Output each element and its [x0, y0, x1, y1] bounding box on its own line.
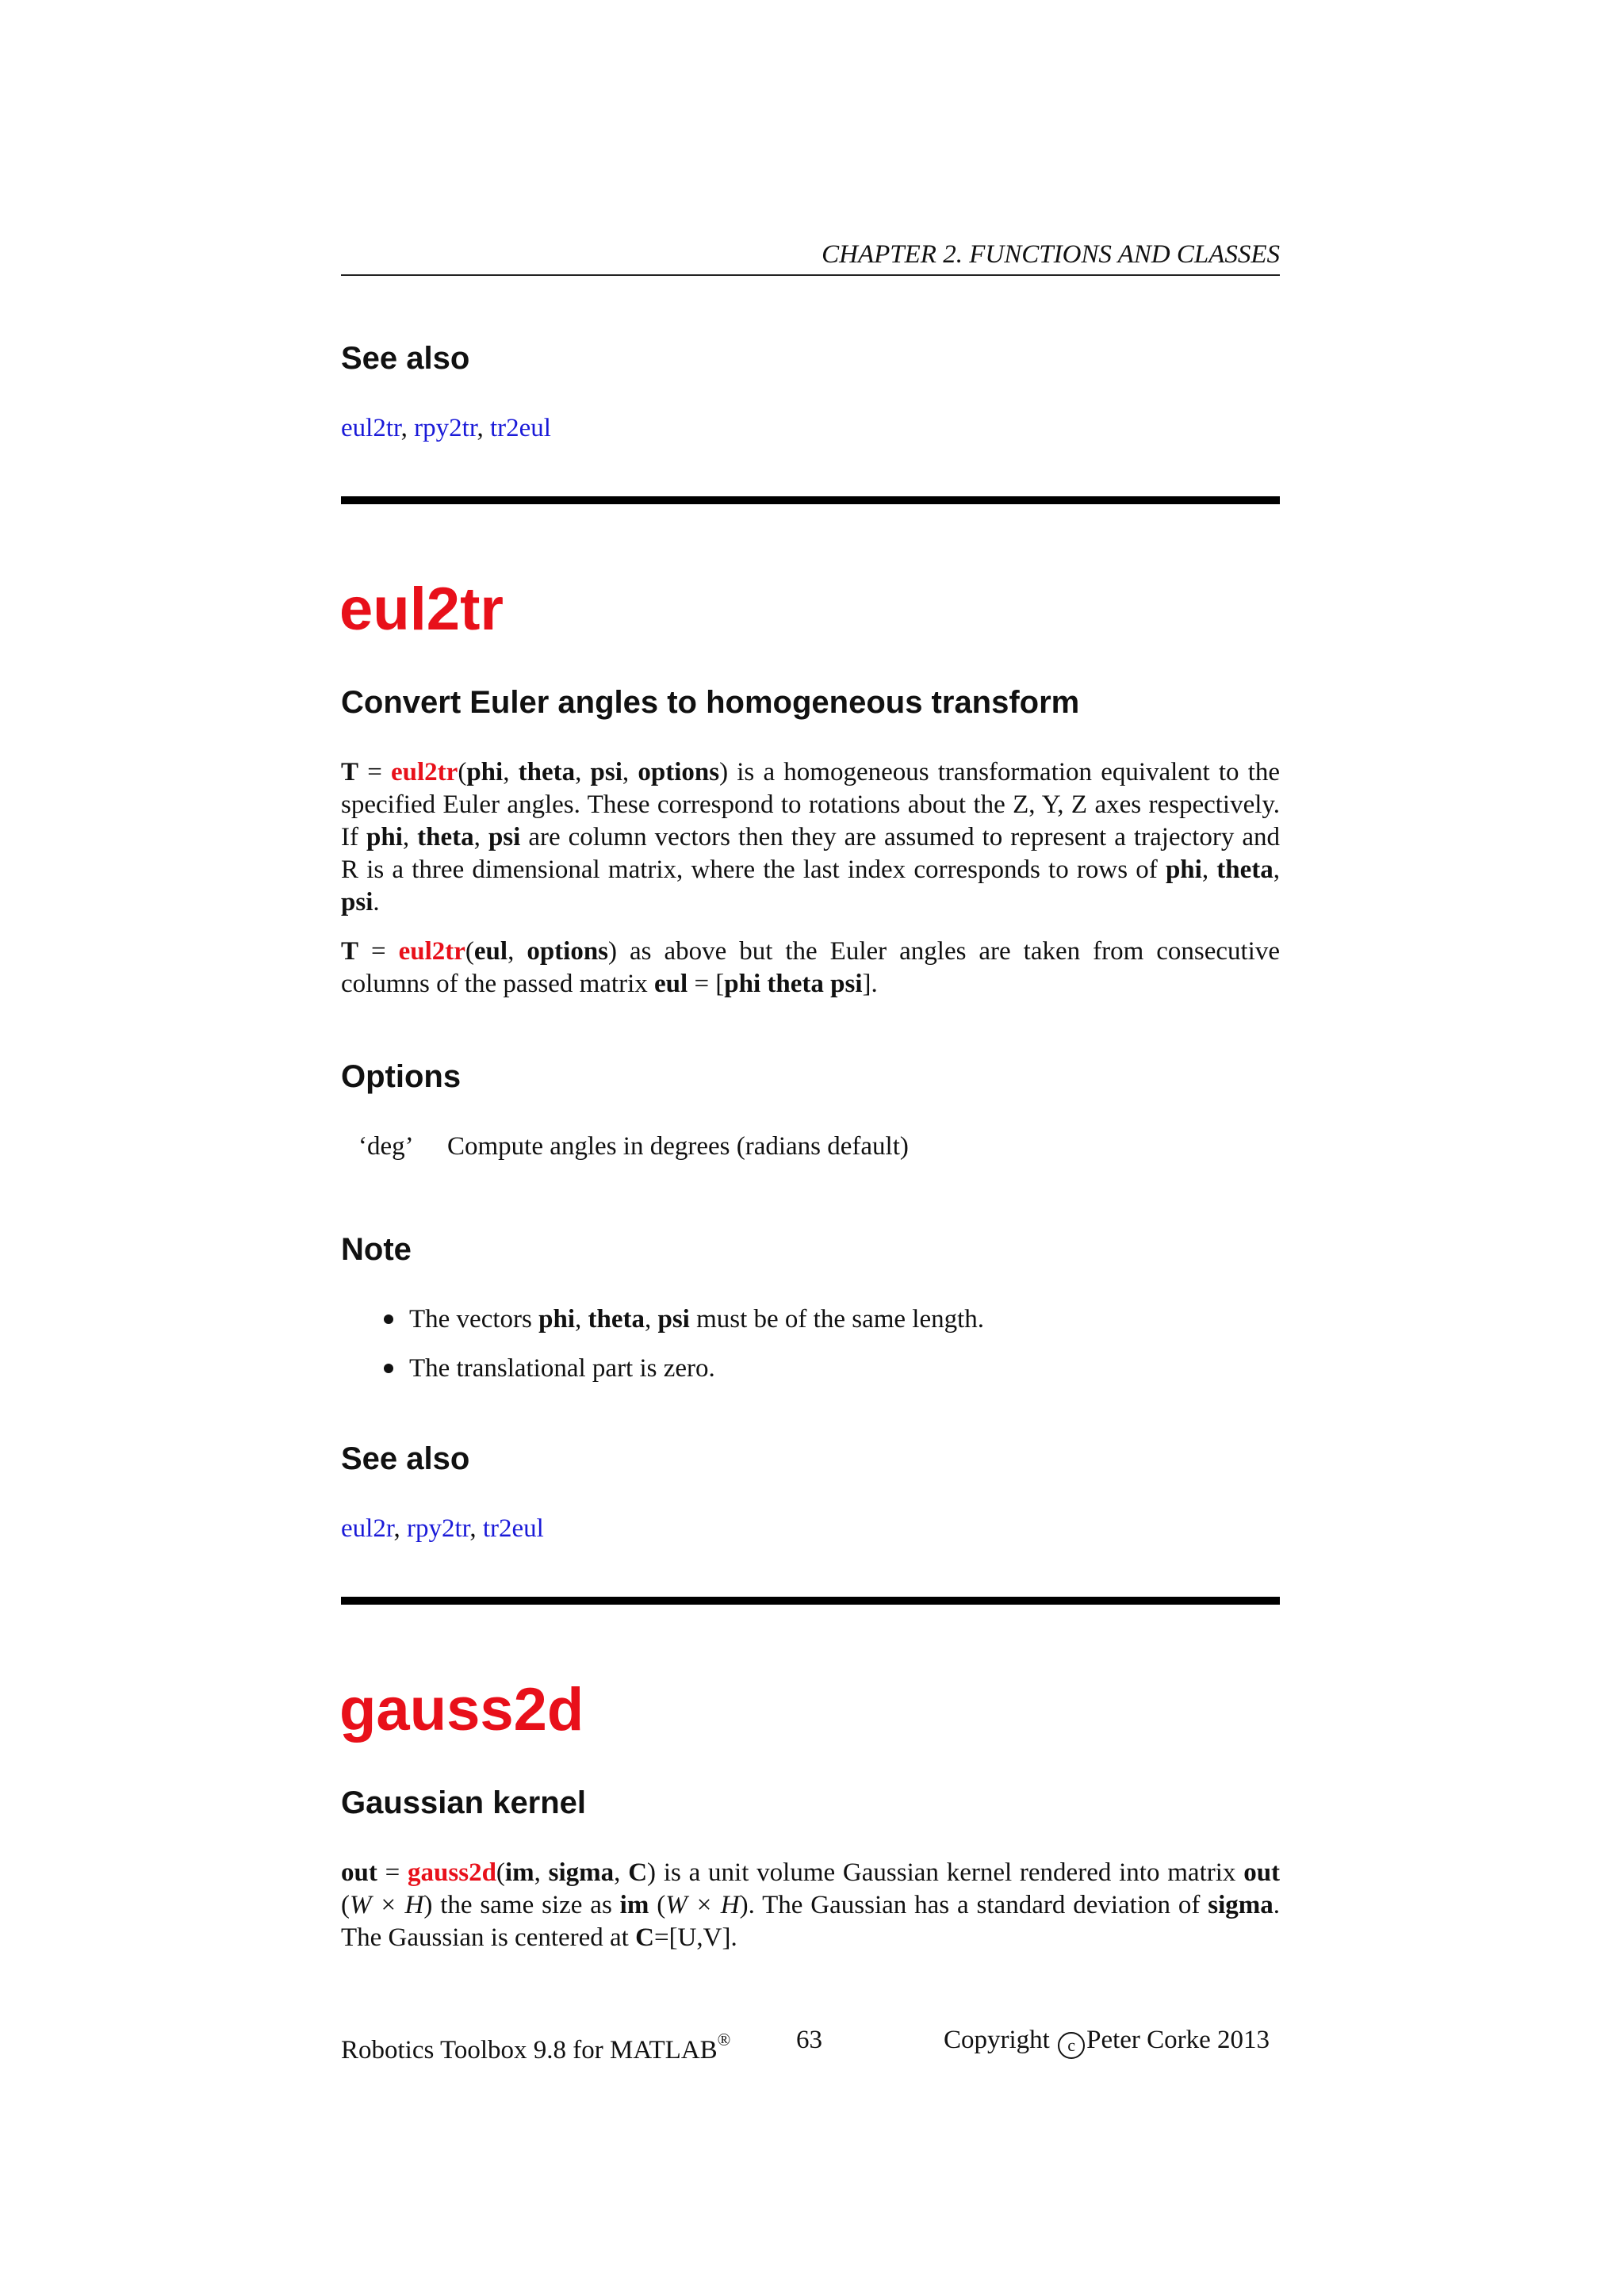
footer-left-text: Robotics Toolbox 9.8 for MATLAB [341, 2036, 718, 2064]
header-rule [341, 274, 1280, 276]
see-also-links-top [341, 412, 551, 444]
text-run: ) [647, 1858, 657, 1887]
bold-term: theta [417, 823, 474, 851]
text-run: , [534, 1858, 549, 1887]
link-separator: , [393, 1514, 407, 1543]
text-run: is a unit volume Gaussian kernel rendered into matrix [656, 1858, 1244, 1887]
text-run: , [644, 1305, 658, 1334]
copyright-holder: Peter Corke 2013 [1086, 2026, 1270, 2054]
link-rpy2tr[interactable]: rpy2tr [406, 1514, 470, 1543]
bold-term: phi [538, 1305, 575, 1334]
bold-term: im [619, 1891, 649, 1919]
link-separator: , [469, 1514, 483, 1543]
text-run: ( [458, 758, 467, 786]
math-expression: W × H [350, 1891, 424, 1919]
bold-term: out [1243, 1858, 1281, 1887]
text-run: , [402, 823, 418, 851]
running-head: CHAPTER 2. FUNCTIONS AND CLASSES [822, 240, 1280, 269]
note-item [341, 1303, 1280, 1335]
text-run: is a homogeneous transformation equivalent to the specified Euler angles. These correspond to rotations about the Z, Y, Z axes respectively. If [341, 758, 1281, 851]
text-run: as above but the Euler angles are taken from consecutive columns of the passed matrix [341, 937, 1280, 998]
note-list [341, 1303, 1280, 1402]
text-run: =[U,V]. [653, 1923, 737, 1952]
bold-term: phi [466, 758, 504, 786]
bold-term: phi theta psi [724, 970, 863, 998]
text-run: , [1201, 855, 1217, 884]
function-title-gauss2d: gauss2d [339, 1676, 584, 1743]
text-run: , [503, 758, 519, 786]
note-text [409, 1354, 715, 1383]
option-row [358, 1131, 909, 1162]
section-divider [341, 1597, 1280, 1605]
text-run: , [614, 1858, 629, 1887]
page-number: 63 [796, 2026, 822, 2054]
text-run: ( [341, 1891, 350, 1919]
text-run: , [508, 937, 527, 966]
bold-term: options [638, 758, 720, 786]
bold-term: sigma [1208, 1891, 1274, 1919]
registered-mark: ® [717, 2030, 731, 2049]
text-run: , [575, 758, 591, 786]
text-run: ( [649, 1891, 666, 1919]
note-heading: Note [341, 1232, 412, 1267]
bold-term: C [635, 1923, 654, 1952]
text-run: . The Gaussian is centered at [341, 1891, 1281, 1952]
bold-term: psi [488, 823, 521, 851]
bold-term: theta [1216, 855, 1274, 884]
gauss2d-paragraph-1 [341, 1857, 1280, 1954]
link-tr2eul[interactable]: tr2eul [482, 1514, 544, 1543]
note-text [409, 1305, 984, 1334]
option-key: ‘deg’ [358, 1132, 414, 1161]
bold-term: psi [590, 758, 622, 786]
text-run: The vectors [409, 1305, 539, 1334]
copyright-prefix: Copyright [944, 2026, 1057, 2054]
bold-term: theta [518, 758, 576, 786]
text-run: , [622, 758, 638, 786]
text-run: , [1273, 855, 1281, 884]
footer-title [341, 2023, 730, 2067]
link-rpy2tr[interactable]: rpy2tr [414, 414, 477, 442]
text-run: are column vectors then they are assumed to represent a trajectory and R is a three dimensional matrix, where the last index corresponds to rows of [341, 823, 1281, 884]
text-run: . [373, 888, 380, 916]
equals-sign: = [358, 937, 399, 966]
text-run: ) the same size as [423, 1891, 620, 1919]
function-subtitle-gauss2d: Gaussian kernel [341, 1785, 587, 1820]
equals-sign: = [377, 1858, 408, 1887]
see-also-heading-eul2tr: See also [341, 1441, 470, 1476]
bold-term: C [628, 1858, 648, 1887]
bold-term: im [504, 1858, 534, 1887]
function-name: eul2tr [398, 937, 465, 966]
section-divider [341, 496, 1280, 504]
options-heading: Options [341, 1059, 462, 1094]
bold-term: theta [588, 1305, 645, 1334]
eul2tr-paragraph-1 [341, 756, 1280, 919]
bold-term: psi [341, 888, 373, 916]
bold-term: options [527, 937, 609, 966]
bold-term: eul [473, 937, 508, 966]
equals-sign: = [358, 758, 391, 786]
bold-term: phi [366, 823, 403, 851]
bold-term: eul [654, 970, 688, 998]
text-run: ]. [862, 970, 878, 998]
bold-term: psi [657, 1305, 690, 1334]
function-subtitle-eul2tr: Convert Euler angles to homogeneous transform [341, 685, 1080, 720]
output-variable: out [341, 1858, 377, 1887]
link-eul2r[interactable]: eul2r [341, 1514, 394, 1543]
text-run: must be of the same length. [689, 1305, 985, 1334]
text-run: ( [465, 937, 474, 966]
option-description: Compute angles in degrees (radians default) [447, 1132, 909, 1161]
copyright-icon: c [1058, 2032, 1085, 2059]
bullet-icon [384, 1314, 393, 1324]
note-item [341, 1353, 1280, 1384]
footer-copyright [944, 2023, 1270, 2059]
link-separator: , [400, 414, 415, 442]
function-name: gauss2d [408, 1858, 496, 1887]
bullet-icon [384, 1364, 393, 1373]
function-name: eul2tr [391, 758, 458, 786]
see-also-links-eul2tr [341, 1513, 544, 1544]
text-run: , [574, 1305, 588, 1334]
link-eul2tr[interactable]: eul2tr [341, 414, 401, 442]
math-expression: W × H [665, 1891, 740, 1919]
text-run: , [473, 823, 488, 851]
eul2tr-paragraph-2 [341, 936, 1280, 1001]
output-variable: T [341, 758, 359, 786]
link-separator: , [477, 414, 490, 442]
function-title-eul2tr: eul2tr [339, 576, 504, 643]
bold-term: sigma [548, 1858, 615, 1887]
output-variable: T [341, 937, 359, 966]
text-run: = [ [688, 970, 725, 998]
bold-term: phi [1165, 855, 1202, 884]
see-also-heading-top: See also [341, 341, 470, 376]
text-run: ( [496, 1858, 505, 1887]
text-run: ) [719, 758, 729, 786]
link-tr2eul[interactable]: tr2eul [489, 414, 551, 442]
text-run: The translational part is zero. [409, 1354, 715, 1383]
text-run: ). The Gaussian has a standard deviation of [739, 1891, 1208, 1919]
text-run: ) [608, 937, 618, 966]
